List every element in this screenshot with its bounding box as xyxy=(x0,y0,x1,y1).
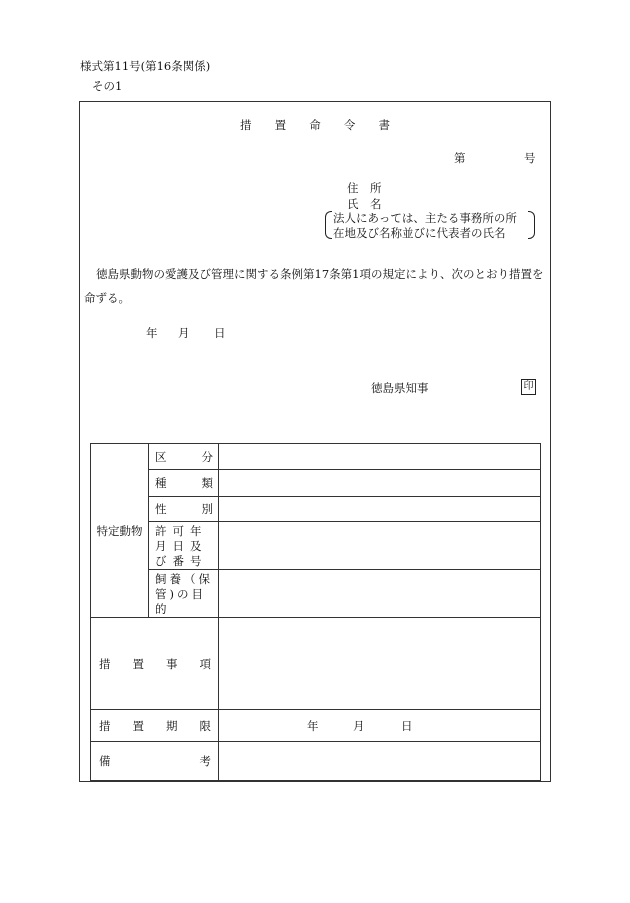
deadline-year: 年 xyxy=(307,718,319,733)
date-month: 月 xyxy=(178,326,190,340)
remarks-char: 備 xyxy=(99,754,111,768)
address-label: 住 所 xyxy=(347,181,382,195)
left-bracket xyxy=(325,211,332,239)
group-label: 特定動物 xyxy=(96,523,143,538)
number-dai: 第 xyxy=(454,151,466,165)
shurui-char: 種 xyxy=(155,476,167,490)
shurui-label-cell xyxy=(149,470,219,497)
kubun-char: 分 xyxy=(201,449,213,464)
permit-label: 許可年月日及び番号 xyxy=(155,524,208,568)
group-label-cell xyxy=(91,444,149,618)
kubun-label-cell xyxy=(149,444,219,470)
measures-value-field[interactable] xyxy=(219,618,541,710)
measures-char: 置 xyxy=(132,656,144,671)
shurui-char: 類 xyxy=(201,476,213,490)
title-char: 書 xyxy=(378,118,390,132)
deadline-char: 措 xyxy=(99,718,111,733)
name-label: 氏 名 xyxy=(347,197,382,211)
seibetsu-label-cell xyxy=(149,497,219,522)
purpose-label-cell xyxy=(149,570,219,618)
body-line2: 命ずる。 xyxy=(84,291,130,305)
remarks-value-field[interactable] xyxy=(219,742,541,781)
permit-value-field[interactable] xyxy=(219,522,541,570)
title-char: 令 xyxy=(343,118,356,132)
form-number: 様式第11号(第16条関係) xyxy=(80,59,211,73)
seibetsu-char: 性 xyxy=(155,502,167,516)
shurui-value-field[interactable] xyxy=(219,470,541,497)
deadline-value-field[interactable] xyxy=(219,710,541,742)
details-table xyxy=(90,443,541,781)
kubun-char: 区 xyxy=(155,449,167,464)
corp-note-line1: 法人にあっては、主たる事務所の所 xyxy=(333,211,517,225)
issuer-name: 徳島県知事 xyxy=(371,381,429,395)
title-char: 置 xyxy=(274,118,287,132)
deadline-char: 限 xyxy=(199,718,211,733)
form-part: その1 xyxy=(92,79,123,93)
measures-char: 措 xyxy=(99,656,111,671)
title-char: 措 xyxy=(240,118,252,132)
purpose-label: 飼養（保管)の目的 xyxy=(155,572,213,616)
number-go: 号 xyxy=(524,151,536,165)
seibetsu-char: 別 xyxy=(201,502,213,516)
right-bracket xyxy=(528,211,535,239)
deadline-char: 置 xyxy=(132,718,144,733)
body-line1: 徳島県動物の愛護及び管理に関する条例第17条第1項の規定により、次のとおり措置を xyxy=(96,267,544,281)
remarks-char: 考 xyxy=(199,754,211,768)
deadline-month: 月 xyxy=(353,718,365,733)
date-day: 日 xyxy=(214,326,226,340)
deadline-char: 期 xyxy=(166,718,178,733)
kubun-value-field[interactable] xyxy=(219,444,541,470)
deadline-day: 日 xyxy=(401,718,413,733)
purpose-value-field[interactable] xyxy=(219,570,541,618)
document-title xyxy=(240,117,390,133)
measures-label-cell xyxy=(91,618,219,710)
seibetsu-value-field[interactable] xyxy=(219,497,541,522)
corp-note-line2: 在地及び名称並びに代表者の氏名 xyxy=(333,226,506,240)
measures-char: 事 xyxy=(166,656,178,671)
remarks-label-cell xyxy=(91,742,219,781)
title-char: 命 xyxy=(309,118,321,132)
date-year: 年 xyxy=(146,326,158,340)
seal-box: 印 xyxy=(521,379,536,395)
deadline-label-cell xyxy=(91,710,219,742)
measures-char: 項 xyxy=(199,656,211,671)
permit-label-cell xyxy=(149,522,219,570)
